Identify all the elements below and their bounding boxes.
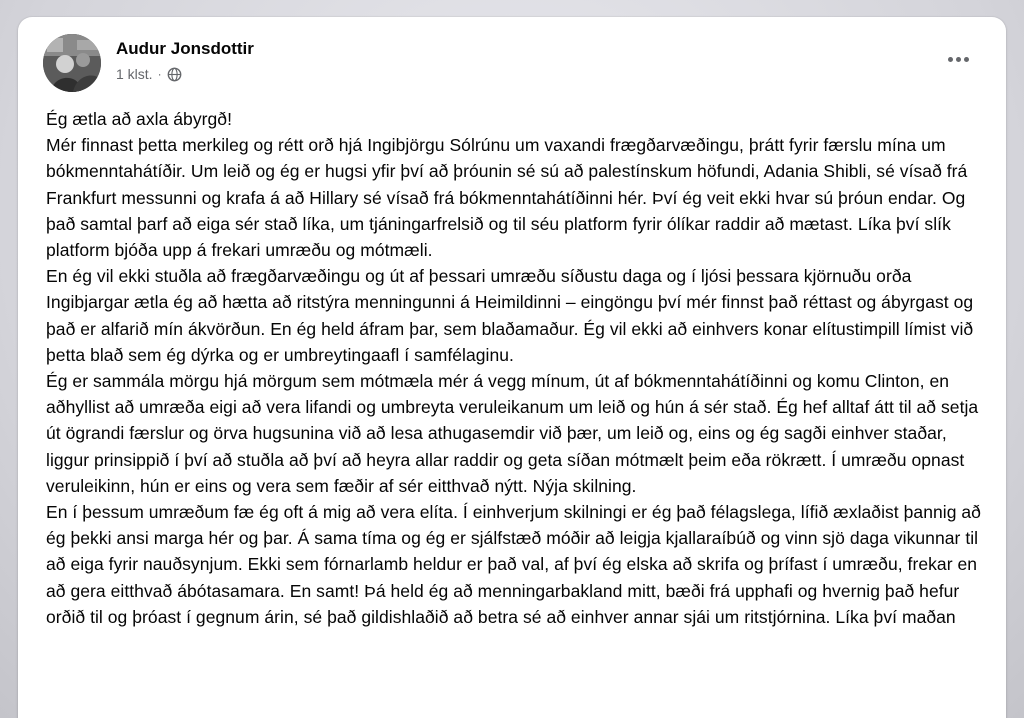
post-text: [46, 106, 986, 630]
post-paragraph-1: Ég ætla að axla ábyrgð!: [46, 109, 232, 129]
post-time[interactable]: 1 klst.: [116, 66, 153, 82]
author-name[interactable]: Audur Jonsdottir: [116, 39, 254, 58]
post-paragraph-4: Ég er sammála mörgu hjá mörgum sem mótmæla mér á vegg mínum, út af bókmenntahátíðinni og komu Clinton, en aðhyllist að umræða eigi að vera lifandi og umbreyta veruleikanum um leið og hún á sér stað. Ég hef alltaf átt til að setja út ögrandi færslur og örva hugsunina við að lesa athugasemdir við þær, um leið og, eins og ég sagði einhver staðar, liggur prinsippið í því að stuðla að því að heyra allar raddir og geta síðan mótmælt þeim eða rökrætt. Í umræðu opnast veruleikinn, hún er eins og vera sem fæðir af sér eitthvað nýtt. Nýja skilning.: [46, 371, 979, 496]
post-meta: [116, 66, 182, 82]
post-header: [18, 17, 1006, 107]
post-paragraph-2: Mér finnast þetta merkileg og rétt orð hjá Ingibjörgu Sólrúnu um vaxandi frægðarvæðingu, þrátt fyrir færslu mína um bókmenntahátíðir. Um leið og ég er hugsi yfir því að þróunin sé sú að palestínskum höfundi, Adania Shibli, sé vísað frá Frankfurt messunni og krafa á að Hillary sé vísað frá bókmenntahátíðinni hér. Því ég veit ekki hvar sú þróun endar. Og það samtal þarf að eiga sér stað líka, um tjáningarfrelsið og til séu platform fyrir ólíkar raddir að mætast. Líka því slík platform bjóða upp á frekari umræðu og mótmæli.: [46, 135, 968, 261]
post-paragraph-3: En ég vil ekki stuðla að frægðarvæðingu og út af þessari umræðu síðustu daga og í ljósi þessara kjörnuðu orða Ingibjargar ætla ég að hætta að ritstýra menningunni á Heimildinni – eingöngu því mér finnst það réttast og ábyrgast og það er alfarið mín ákvörðun. En ég held áfram þar, sem blaðamaður. Ég vil ekki að einhvers konar elítustimpill límist við þetta blað sem ég dýrka og er umbreytingaafl í samfélaginu.: [46, 266, 974, 365]
author-avatar[interactable]: [43, 34, 101, 92]
post-paragraph-5: En í þessum umræðum fæ ég oft á mig að vera elíta. Í einhverjum skilningi er ég það félagslega, lífið æxlaðist þannig að ég þekki ansi marga hér og þar. Á sama tíma og ég er sjálfstæð móðir að leigja kjallaraíbúð og vinn sjö daga vikunnar til að eiga fyrir nauðsynjum. Ekki sem fórnarlamb heldur er það val, af því ég elska að skrifa og þrífast í umræðu, frekar en að gera eitthvað ábótasamara. En samt! Þá held ég að menningarbakland mitt, bæði frá upphafi og hvernig það hefur orðið til og þróast í gegnum árin, sé það gildishlaðið að betra sé að einhver annar sjái um ritstjórnina. Líka því maðan: [46, 502, 981, 627]
avatar-photo: [43, 34, 101, 92]
post-card: [18, 17, 1006, 718]
more-options-button[interactable]: [940, 47, 976, 71]
meta-separator: ·: [157, 67, 162, 81]
more-horizontal-icon: [948, 57, 953, 62]
globe-icon[interactable]: [167, 67, 182, 82]
